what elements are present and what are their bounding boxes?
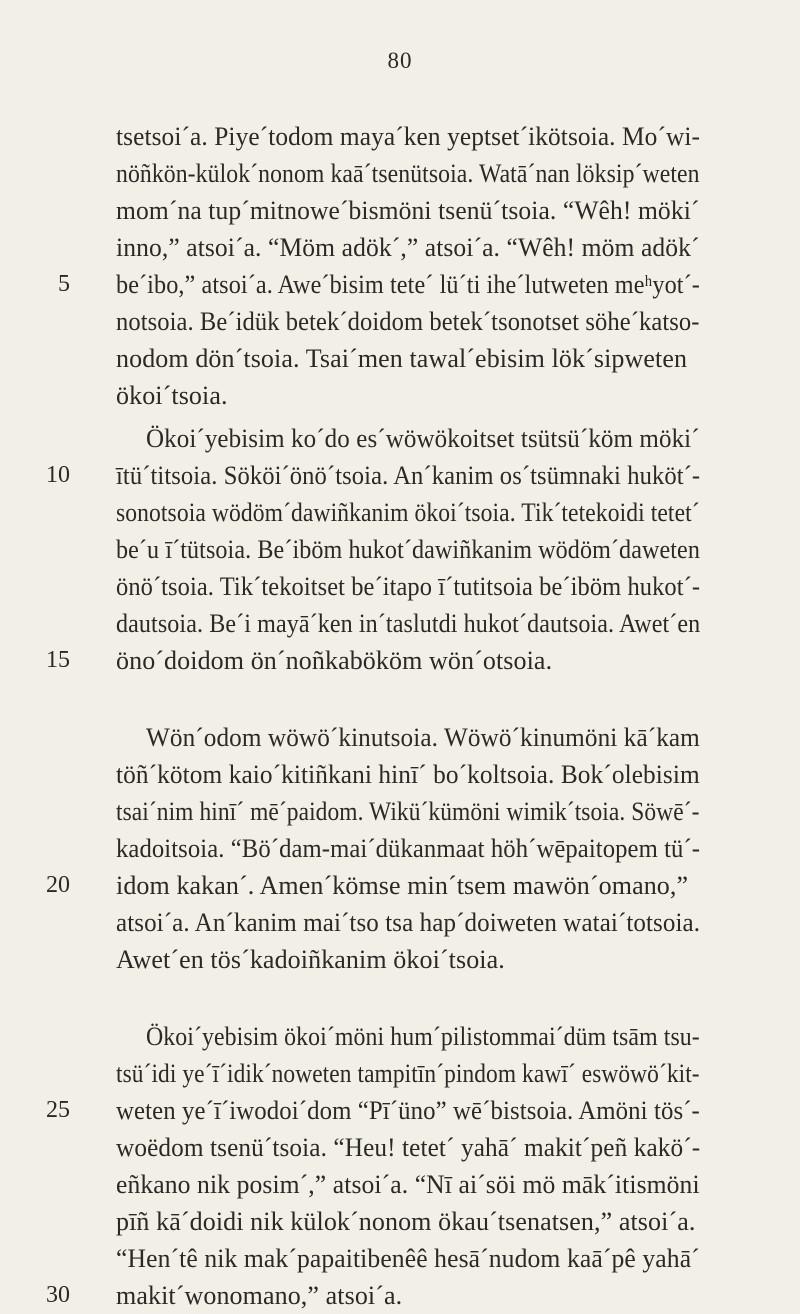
text-line [0,155,800,192]
line-text: ītü´titsoia. Sököi´önö´tsoia. An´kanim os´tsümnaki huköt´- [116,461,701,490]
line-number: 5 [58,271,70,297]
line-text: dautsoia. Be´i mayā´ken in´taslutdi hukot´dautsoia. Awet´en [116,609,701,638]
text-line [0,793,800,830]
text-line [0,420,800,457]
text-line [0,494,800,531]
line-number: 10 [46,462,70,488]
line-number: 15 [46,647,70,673]
text-line [0,229,800,266]
text-line [0,867,800,904]
line-text: Ökoi´yebisim ökoi´möni hum´pilistommai´düm tsām tsu- [146,1022,700,1051]
text-line [0,1203,800,1240]
text-line [0,1092,800,1129]
line-text: weten ye´ī´iwodoi´dom “Pī´üno” wē´bistsoia. Amöni tös´- [116,1096,700,1125]
line-text: woëdom tsenü´tsoia. “Heu! tetet´ yahā´ makit´peñ kakö´- [116,1133,701,1162]
line-text: ökoi´tsoia. [116,381,228,410]
line-text: töñ´kötom kaio´kitiñkani hinī´ bo´koltsoia. Bok´olebisim [116,760,700,789]
line-text: idom kakan´. Amen´kömse min´tsem mawön´omano,” [116,871,689,900]
text-line [0,118,800,155]
line-number: 25 [46,1097,70,1123]
text-line [0,605,800,642]
text-line [0,457,800,494]
line-text: “Hen´tê nik mak´papaitibenêê hesā´nudom kaā´pê yahā´ [116,1244,700,1273]
text-line [0,941,800,978]
line-text: be´ibo,” atsoi´a. Awe´bisim tete´ lü´ti ihe´lutweten meʰyot´- [116,270,700,299]
text-line [0,568,800,605]
line-text: be´u ī´tütsoia. Be´iböm hukot´dawiñkanim wödöm´daweten [116,535,700,564]
paragraph-2 [0,420,800,679]
text-line [0,756,800,793]
text-line [0,1018,800,1055]
line-number: 30 [46,1282,70,1308]
line-text: tsai´nim hinī´ mē´paidom. Wikü´kümöni wimik´tsoia. Söwē´- [116,797,700,826]
text-line [0,1055,800,1092]
line-text: tsü´idi ye´ī´idik´noweten tampitīn´pindom kawī´ eswöwö´kit- [116,1059,700,1088]
paragraph-1 [0,118,800,414]
text-line [0,303,800,340]
line-text: makit´wonomano,” atsoi´a. [116,1281,403,1310]
line-number: 20 [46,872,70,898]
text-line [0,1166,800,1203]
line-text: sonotsoia wödöm´dawiñkanim ökoi´tsoia. Tik´tetekoidi tetet´ [116,498,700,527]
line-text: öno´doidom ön´noñkabököm wön´otsoia. [116,646,553,675]
text-line [0,531,800,568]
line-text: Wön´odom wöwö´kinutsoia. Wöwö´kinumöni kā´kam [146,723,700,752]
line-text: pīñ kā´doidi nik külok´nonom ökau´tsenatsen,” atsoi´a. [116,1207,696,1236]
line-text: Awet´en tös´kadoiñkanim ökoi´tsoia. [116,945,505,974]
line-text: mom´na tup´mitnowe´bismöni tsenü´tsoia. “Wêh! möki´ [116,196,700,225]
paragraph-3 [0,719,800,978]
text-line [0,719,800,756]
text-line [0,830,800,867]
line-text: önö´tsoia. Tik´tekoitset be´itapo ī´tutitsoia be´iböm hukot´- [116,572,701,601]
line-text: atsoi´a. An´kanim mai´tso tsa hap´doiweten watai´totsoia. [116,908,701,937]
text-line [0,340,800,377]
line-text: Ökoi´yebisim ko´do es´wöwökoitset tsütsü´köm möki´ [146,424,700,453]
text-line [0,192,800,229]
line-text: inno,” atsoi´a. “Möm adök´,” atsoi´a. “Wêh! möm adök´ [116,233,700,262]
text-line [0,1277,800,1314]
line-text: tsetsoi´a. Piye´todom maya´ken yeptset´ikötsoia. Mo´wi- [116,122,701,151]
text-line [0,377,800,414]
text-line [0,642,800,679]
line-text: kadoitsoia. “Bö´dam-mai´dükanmaat höh´wēpaitopem tü´- [116,834,701,863]
page-number: 80 [387,48,413,73]
text-line [0,266,800,303]
line-text: notsoia. Be´idük betek´doidom betek´tsonotset söhe´katso- [116,307,700,336]
text-line [0,1240,800,1277]
line-text: nodom dön´tsoia. Tsai´men tawal´ebisim lök´sipweten [116,344,688,373]
text-line [0,1129,800,1166]
text-line [0,904,800,941]
paragraph-4 [0,1018,800,1314]
line-text: nöñkön-külok´nonom kaā´tsenütsoia. Watā´nan löksip´weten [116,159,700,188]
line-text: eñkano nik posim´,” atsoi´a. “Nī ai´söi mö māk´itismöni [116,1170,700,1199]
